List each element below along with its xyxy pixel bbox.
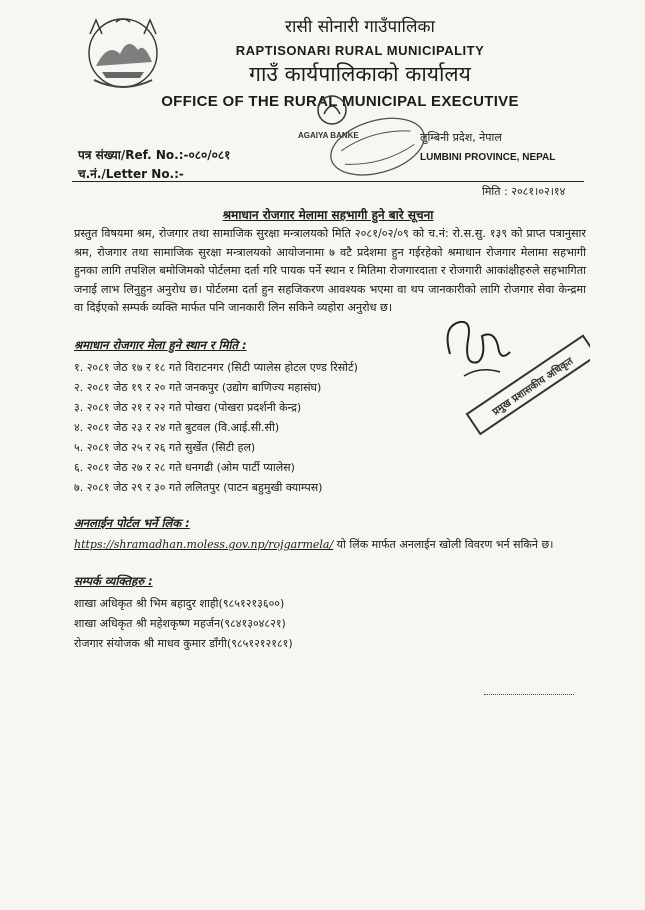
letter-number: च.नं./Letter No.:- [78, 167, 184, 181]
signature-stamp-text: प्रमुख प्रशासकीय अधिकृत [490, 355, 576, 418]
list-item: ७. २०८१ जेठ २९ र ३० गते ललितपुर (पाटन बहुमुखी क्याम्पस) [74, 481, 323, 494]
portal-link[interactable]: https://shramadhan.moless.gov.np/rojgarmela/ [74, 538, 334, 551]
list-item: २. २०८१ जेठ १९ र २० गते जनकपुर (उद्योग बाणिज्य महासंघ) [74, 381, 322, 394]
list-item: रोजगार संयोजक श्री माधव कुमार डाँगी(९८५१२१२१८१) [74, 637, 293, 650]
portal-suffix: यो लिंक मार्फत अनलाईन खोली विवरण भर्न सकिने छ। [333, 538, 554, 551]
contacts-list [74, 594, 293, 654]
list-item: ६. २०८१ जेठ २७ र २८ गते धनगढी (ओम पार्टी प्यालेस) [74, 461, 295, 474]
executive-name-np: गाउँ कार्यपालिकाको कार्यालय [249, 62, 471, 86]
office-name-np: रासी सोनारी गाउँपालिका [285, 17, 435, 37]
signature-dotted-line [484, 694, 574, 695]
list-item: ४. २०८१ जेठ २३ र २४ गते बुटवल (वि.आई.सी.सी) [74, 421, 280, 434]
executive-name-en: OFFICE OF THE RURAL MUNICIPAL EXECUTIVE [161, 93, 519, 110]
signature-stamp-icon [420, 296, 590, 446]
province-np: लुम्बिनी प्रदेश, नेपाल [420, 131, 502, 144]
notice-title: श्रमाधान रोजगार मेलामा सहभागी हुने बारे सूचना [222, 208, 434, 222]
province-en: LUMBINI PROVINCE, NEPAL [420, 152, 556, 163]
list-item: शाखा अधिकृत श्री भिम बहादुर शाही(९८५१२१३६००) [74, 597, 285, 610]
notice-body: प्रस्तुत विषयमा श्रम, रोजगार तथा सामाजिक सुरक्षा मन्त्रालयको मिति २०८१/०२/०९ को च.नं: रो.स.सु. १३९ को प्राप्त पत्रानुसार श्रम, रोजगार तथा सामाजिक सुरक्षा मन्त्रालयको आयोजनामा ७ वटै प्रदेशमा हुन गईरहेको श्रमाधान रोजगार मेलामा सहभागी हुनका लागि तपशिल बमोजिमको पोर्टलमा दर्ता गरि पायक पर्ने स्थान र मितिमा रोजगारदाता र रोजगारी आकांक्षीहरुले सहभागिता जनाई लाभ लिनुहुन अनुरोध छ। पोर्टलमा दर्ता हुन सहजिकरण आवश्यक भएमा वा थप जानकारीको लागि रोजगार सेवा केन्द्रमा वा दिईएको सम्पर्क व्यक्ति मार्फत पनि जानकारी लिन सकिने व्यहोरा अनुरोध छ। [74, 227, 586, 314]
portal-line [74, 537, 553, 552]
office-stamp-icon [290, 88, 430, 180]
ref-number: पत्र संख्या/Ref. No.:-०८०/०८१ [78, 148, 231, 162]
fair-list [74, 358, 358, 498]
header-divider [72, 181, 584, 182]
list-item: १. २०८१ जेठ १७ र १८ गते विराटनगर (सिटी प्यालेस होटल एण्ड रिसोर्ट) [74, 361, 358, 374]
portal-heading: अनलाईन पोर्टल भर्ने लिंक : [74, 516, 190, 530]
list-item: ३. २०८१ जेठ २१ र २२ गते पोखरा (पोखरा प्रदर्शनी केन्द्र) [74, 401, 302, 414]
stamp-text: AGAIYA BANKE [298, 131, 359, 140]
list-item: शाखा अधिकृत श्री महेशकृष्ण महर्जन(९८४१३०४८२१) [74, 617, 286, 630]
office-name-en: RAPTISONARI RURAL MUNICIPALITY [235, 43, 485, 58]
fair-heading: श्रमाधान रोजगार मेला हुने स्थान र मिति : [74, 338, 247, 352]
contacts-heading: सम्पर्क व्यक्तिहरु : [74, 574, 153, 588]
list-item: ५. २०८१ जेठ २५ र २६ गते सुर्खेत (सिटी हल) [74, 441, 256, 454]
letter-date: मिति : २०८१।०२।१४ [482, 185, 566, 198]
